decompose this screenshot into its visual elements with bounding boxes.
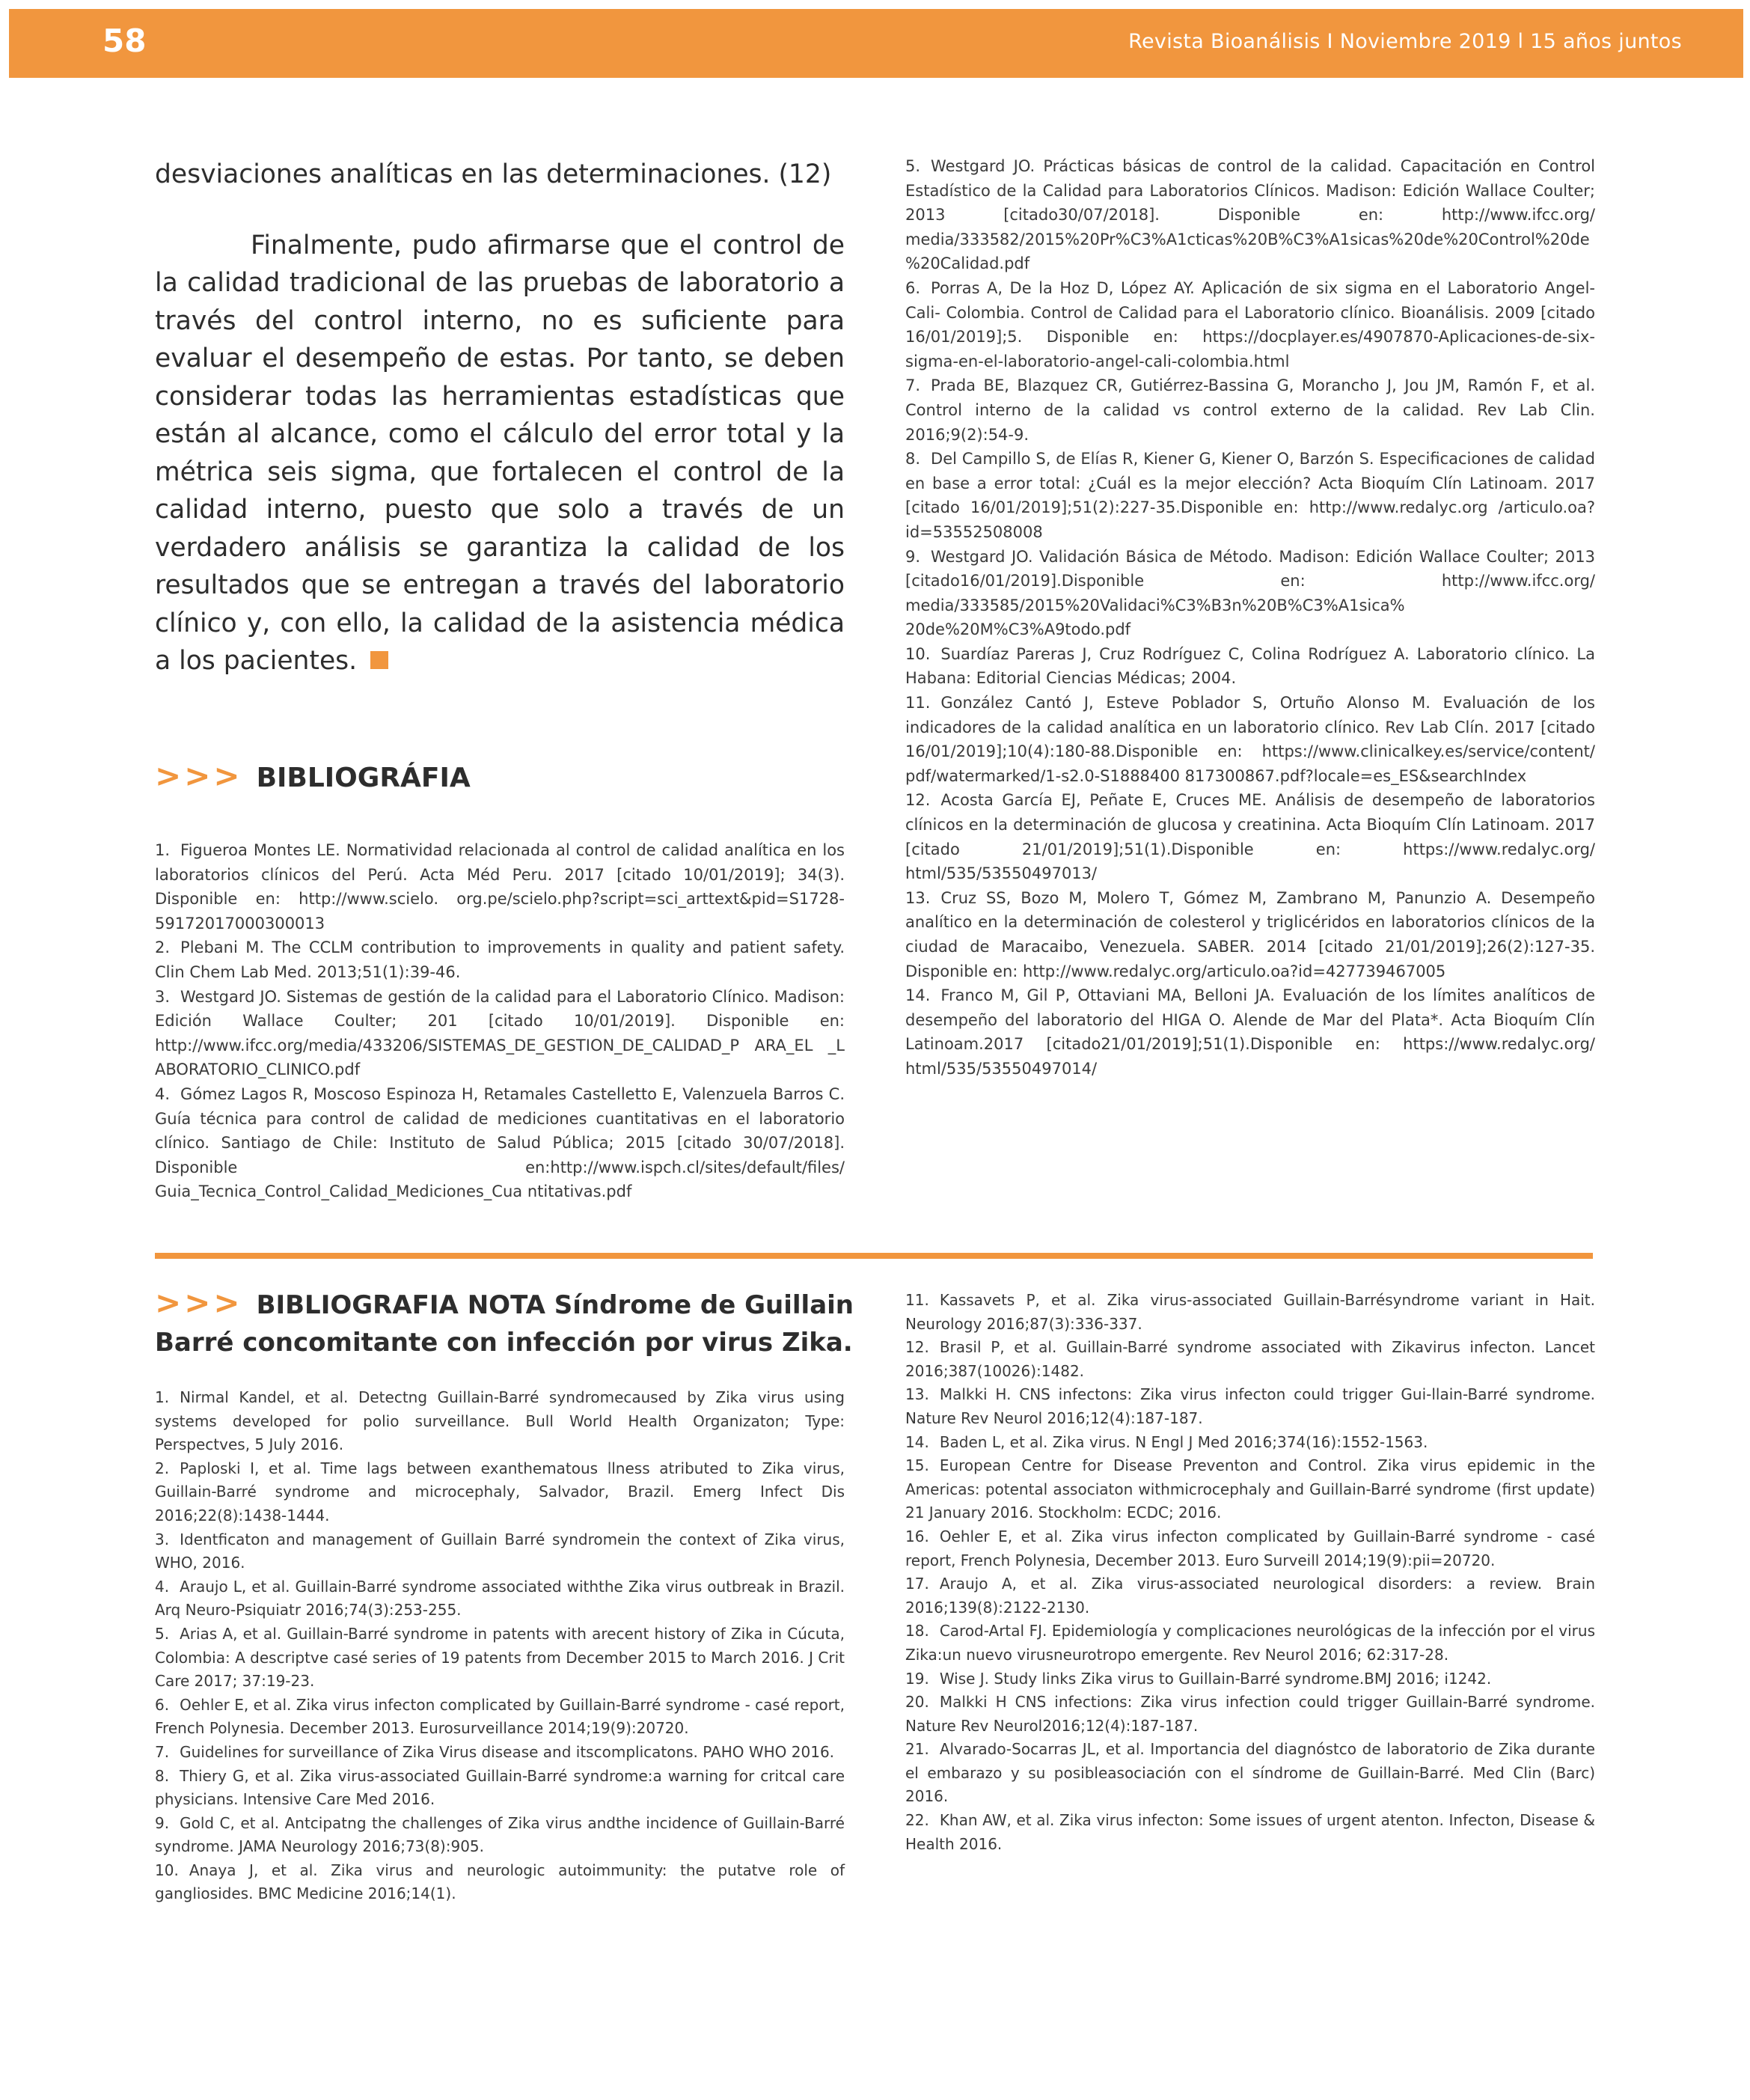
reference-number: 4. xyxy=(155,1577,170,1596)
bibliography-heading xyxy=(155,757,471,794)
reference-text: Cruz SS, Bozo M, Molero T, Gómez M, Zambrano M, Panunzio A. Desempeño analítico en la determinación de colesterol y triglicéridos en laboratorios clínicos de la ciudad de Maracaibo, Venezuela. SABER. 2014 [citado 21/01/2019];26(2):127-35. Disponible en: http://www.redalyc.org/articulo.oa?id=427739467005 xyxy=(905,888,1595,980)
reference-item xyxy=(155,838,845,935)
reference-number: 9. xyxy=(155,1813,170,1832)
triple-chevron-icon: >>> xyxy=(155,1284,243,1321)
reference-text: Westgard JO. Validación Básica de Método. Madison: Edición Wallace Coulter; 2013 [citado16/01/2019].Disponible en: http://www.ifcc.org/ media/333585/2015%20Validaci%C3%B3n%20B%C3%A1sica% 20de%20M%C3%A9todo.pdf xyxy=(905,547,1595,639)
reference-number: 8. xyxy=(905,450,921,468)
reference-text: Franco M, Gil P, Ottaviani MA, Belloni JA. Evaluación de los límites analíticos de desempeño del laboratorio del HIGA O. Alende de Mar del Plata*. Acta Bioquím Clín Latinoam.2017 [citado21/01/2019];51(1).Disponible en: https://www.redalyc.org/ html/535/53550497014/ xyxy=(905,986,1595,1078)
reference-text: Wise J. Study links Zika virus to Guillain-Barré syndrome.BMJ 2016; i1242. xyxy=(939,1669,1492,1688)
reference-number: 13. xyxy=(905,1385,929,1404)
reference-text: Malkki H CNS infections: Zika virus infection could trigger Guillain-Barré syndrome. Nature Rev Neurol2016;12(4):187-187. xyxy=(905,1693,1595,1735)
reference-text: Gold C, et al. Antcipatng the challenges of Zika virus andthe incidence of Guillain-Barré syndrome. JAMA Neurology 2016;73(8):905. xyxy=(155,1813,845,1856)
reference-item xyxy=(905,447,1595,544)
reference-number: 22. xyxy=(905,1811,929,1830)
reference-text: Kassavets P, et al. Zika virus-associated Guillain-Barrésyndrome variant in Hait. Neurology 2016;87(3):336-337. xyxy=(905,1291,1595,1333)
nota-reference-list-right xyxy=(905,1289,1595,1856)
reference-text: Plebani M. The CCLM contribution to improvements in quality and patient safety. Clin Chem Lab Med. 2013;51(1):39-46. xyxy=(155,938,845,981)
reference-text: Thiery G, et al. Zika virus-associated Guillain-Barré syndrome:a warning for critcal care physicians. Intensive Care Med 2016. xyxy=(155,1766,845,1809)
section-divider xyxy=(155,1253,1593,1259)
reference-number: 4. xyxy=(155,1084,171,1103)
reference-number: 9. xyxy=(905,547,921,566)
reference-number: 21. xyxy=(905,1740,929,1759)
reference-item xyxy=(905,1431,1595,1455)
journal-title: Revista Bioanálisis I Noviembre 2019 l 15 años juntos xyxy=(1128,30,1682,53)
reference-number: 3. xyxy=(155,1530,170,1548)
reference-text: Paploski I, et al. Time lags between exanthematous llness atributed to Zika virus, Guillain-Barré syndrome and microcephaly, Salvador, Brazil. Emerg Infect Dis 2016;22(8):1438-1444. xyxy=(155,1459,845,1524)
article-paragraph xyxy=(155,227,845,680)
page-number: 58 xyxy=(103,22,147,59)
reference-number: 14. xyxy=(905,1432,929,1451)
reference-text: Baden L, et al. Zika virus. N Engl J Med 2016;374(16):1552-1563. xyxy=(939,1432,1428,1451)
reference-item xyxy=(905,983,1595,1081)
reference-text: Khan AW, et al. Zika virus infecton: Some issues of urgent atenton. Infecton, Disease & Health 2016. xyxy=(905,1811,1595,1853)
reference-item xyxy=(155,1082,845,1204)
reference-item xyxy=(905,1691,1595,1738)
reference-number: 1. xyxy=(155,841,171,859)
bibliography-list-left xyxy=(155,838,845,1204)
reference-text: Carod-Artal FJ. Epidemiología y complicaciones neurológicas de la infección por el virus Zika:un nuevo virusneurotropo emergente. Rev Neurol 2016; 62:317-28. xyxy=(905,1622,1595,1664)
reference-text: Guidelines for surveillance of Zika Virus disease and itscomplicatons. PAHO WHO 2016. xyxy=(180,1742,835,1761)
reference-text: Figueroa Montes LE. Normatividad relacionada al control de calidad analítica en los laboratorios clínicos del Perú. Acta Méd Peru. 2017 [citado 10/01/2019]; 34(3). Disponible en: http://www.scielo. org.pe/scielo.php?script=sci_arttext&pid=S1728-59172017000300013 xyxy=(155,841,845,933)
nota-bibliography-heading xyxy=(155,1284,858,1361)
reference-text: Alvarado-Socarras JL, et al. Importancia del diagnóstco de laboratorio de Zika durante el embarazo y su posibleasociación con el síndrome de Guillain-Barré. Med Clin (Barc) 2016. xyxy=(905,1740,1595,1806)
reference-item xyxy=(155,1575,845,1623)
bibliography-title: BIBLIOGRÁFIA xyxy=(256,763,471,793)
reference-item xyxy=(905,886,1595,983)
reference-item xyxy=(155,1812,845,1859)
reference-item xyxy=(905,1809,1595,1856)
reference-number: 2. xyxy=(155,938,171,957)
reference-number: 20. xyxy=(905,1693,929,1712)
reference-number: 3. xyxy=(155,987,171,1006)
reference-text: Prada BE, Blazquez CR, Gutiérrez-Bassina G, Morancho J, Jou JM, Ramón F, et al. Control interno de la calidad vs control externo de la calidad. Rev Lab Clin. 2016;9(2):54-9. xyxy=(905,376,1595,444)
reference-text: Anaya J, et al. Zika virus and neurologic autoimmunity: the putatve role of gangliosides. BMC Medicine 2016;14(1). xyxy=(155,1861,845,1903)
reference-number: 7. xyxy=(155,1742,170,1761)
reference-item xyxy=(905,1336,1595,1383)
reference-item xyxy=(155,1741,845,1765)
reference-text: Nirmal Kandel, et al. Detectng Guillain-Barré syndromecaused by Zika virus using systems developed for polio surveillance. Bull World Health Organizaton; Type: Perspectves, 5 July 2016. xyxy=(155,1388,845,1454)
reference-item xyxy=(155,1528,845,1575)
reference-item xyxy=(905,1620,1595,1667)
reference-item xyxy=(905,1525,1595,1572)
bibliography-list-right xyxy=(905,154,1595,1081)
reference-text: Arias A, et al. Guillain-Barré syndrome in patents with arecent history of Zika in Cúcuta, Colombia: A descriptve casé series of 19 patents from December 2015 to March 2016. J Crit Care 2017; 37:19-23. xyxy=(155,1624,845,1691)
nota-reference-list-left xyxy=(155,1386,845,1906)
reference-item xyxy=(155,1694,845,1741)
reference-item xyxy=(155,1386,845,1457)
reference-number: 11. xyxy=(905,1291,929,1309)
reference-number: 10. xyxy=(155,1861,179,1879)
article-conclusion xyxy=(155,156,845,680)
reference-number: 1. xyxy=(155,1388,170,1406)
reference-number: 11. xyxy=(905,694,931,712)
reference-item xyxy=(905,788,1595,885)
reference-text: Identficaton and management of Guillain Barré syndromein the context of Zika virus, WHO, 2016. xyxy=(155,1530,845,1572)
reference-number: 10. xyxy=(905,644,931,663)
reference-number: 16. xyxy=(905,1527,929,1545)
reference-text: Oehler E, et al. Zika virus infecton complicated by Guillain-Barré syndrome - casé report, French Polynesia, December 2013. Euro Surveill 2014;19(9):pii=20720. xyxy=(905,1527,1595,1569)
reference-item xyxy=(905,545,1595,642)
reference-number: 7. xyxy=(905,376,921,395)
end-of-article-square-icon xyxy=(370,651,388,669)
reference-number: 14. xyxy=(905,986,931,1005)
reference-number: 8. xyxy=(155,1766,170,1785)
reference-text: Acosta García EJ, Peñate E, Cruces ME. Análisis de desempeño de laboratorios clínicos en la determinación de glucosa y creatinina. Acta Bioquím Clín Latinoam. 2017 [citado 21/01/2019];51(1).Disponible en: https://www.redalyc.org/ html/535/53550497013/ xyxy=(905,791,1595,883)
reference-text: Del Campillo S, de Elías R, Kiener G, Kiener O, Barzón S. Especificaciones de calidad en base a error total: ¿Cuál es la mejor elección? Acta Bioquím Clín Latinoam. 2017 [citado 16/01/2019];51(2):227-35.Disponible en: http://www.redalyc.org /articulo.oa?id=53552508008 xyxy=(905,450,1595,541)
page-header xyxy=(9,9,1743,78)
reference-number: 6. xyxy=(155,1695,170,1714)
reference-item xyxy=(155,1765,845,1812)
reference-item xyxy=(905,1383,1595,1430)
reference-number: 18. xyxy=(905,1622,929,1640)
reference-item xyxy=(905,373,1595,447)
reference-item xyxy=(905,642,1595,691)
reference-text: Malkki H. CNS infectons: Zika virus infecton could trigger Gui-llain-Barré syndrome. Nature Rev Neurol 2016;12(4):187-187. xyxy=(905,1385,1595,1427)
reference-number: 17. xyxy=(905,1575,929,1593)
reference-item xyxy=(905,1454,1595,1525)
reference-number: 12. xyxy=(905,791,931,810)
reference-text: Brasil P, et al. Guillain-Barré syndrome associated with Zikavirus infecton. Lancet 2016;387(10026):1482. xyxy=(905,1338,1595,1380)
reference-text: Westgard JO. Prácticas básicas de control de la calidad. Capacitación en Control Estadístico de la Calidad para Laboratorios Clínicos. Madison: Edición Wallace Coulter; 2013 [citado30/07/2018]. Disponible en: http://www.ifcc.org/ media/333582/2015%20Pr%C3%A1cticas%20B%C3%A1sicas%20de%20Control%20de%20Calidad.pdf xyxy=(905,157,1595,273)
reference-text: González Cantó J, Esteve Poblador S, Ortuño Alonso M. Evaluación de los indicadores de la calidad analítica en un laboratorio clínico. Rev Lab Clín. 2017 [citado 16/01/2019];10(4):180-88.Disponible en: https://www.clinicalkey.es/service/content/ pdf/watermarked/1-s2.0-S1888400 817300867.pdf?locale=es_ES&searchIndex xyxy=(905,694,1595,785)
reference-item xyxy=(905,1667,1595,1691)
reference-item xyxy=(905,691,1595,788)
reference-text: Oehler E, et al. Zika virus infecton complicated by Guillain-Barré syndrome - casé report, French Polynesia. December 2013. Eurosurveillance 2014;19(9):20720. xyxy=(155,1695,845,1738)
reference-number: 6. xyxy=(905,278,921,297)
reference-number: 19. xyxy=(905,1669,929,1688)
reference-text: Araujo A, et al. Zika virus-associated neurological disorders: a review. Brain 2016;139(8):2122-2130. xyxy=(905,1575,1595,1617)
reference-text: Suardíaz Pareras J, Cruz Rodríguez C, Colina Rodríguez A. Laboratorio clínico. La Habana: Editorial Ciencias Médicas; 2004. xyxy=(905,644,1595,688)
reference-number: 5. xyxy=(905,157,921,175)
reference-number: 12. xyxy=(905,1338,929,1357)
reference-item xyxy=(905,1289,1595,1336)
reference-text: Araujo L, et al. Guillain-Barré syndrome associated withthe Zika virus outbreak in Brazil. Arq Neuro-Psiquiatr 2016;74(3):253-255. xyxy=(155,1577,845,1620)
triple-chevron-icon: >>> xyxy=(155,757,243,794)
reference-item xyxy=(155,1859,845,1906)
reference-item xyxy=(155,1457,845,1528)
reference-item xyxy=(905,276,1595,373)
reference-item xyxy=(155,985,845,1082)
nota-bibliography-title: BIBLIOGRAFIA NOTA Síndrome de Guillain Barré concomitante con infección por virus Zika. xyxy=(155,1290,854,1358)
reference-item xyxy=(155,935,845,984)
article-lead: desviaciones analíticas en las determinaciones. (12) xyxy=(155,159,832,189)
reference-text: European Centre for Disease Preventon and Control. Zika virus epidemic in the Americas: potental associaton withmicrocephaly and Guillain-Barré syndrome (first update) 21 January 2016. Stockholm: ECDC; 2016. xyxy=(905,1456,1595,1522)
reference-item xyxy=(905,1738,1595,1809)
reference-item xyxy=(905,1572,1595,1620)
reference-text: Gómez Lagos R, Moscoso Espinoza H, Retamales Castelletto E, Valenzuela Barros C. Guía técnica para control de calidad de mediciones cuantitativas en el laboratorio clínico. Santiago de Chile: Instituto de Salud Pública; 2015 [citado 30/07/2018]. Disponible en:http://www.ispch.cl/sites/default/files/ Guia_Tecnica_Control_Calidad_Mediciones_Cua ntitativas.pdf xyxy=(155,1084,845,1201)
reference-number: 13. xyxy=(905,888,931,907)
reference-item xyxy=(155,1623,845,1694)
reference-number: 2. xyxy=(155,1459,170,1477)
reference-item xyxy=(905,154,1595,276)
article-paragraph-text: Finalmente, pudo afirmarse que el control de la calidad tradicional de las pruebas de laboratorio a través del control interno, no es suficiente para evaluar el desempeño de estas. Por tanto, se deben considerar todas las herramientas estadísticas que están al alcance, como el cálculo del error total y la métrica seis sigma, que fortalecen el control de la calidad interno, puesto que solo a través de un verdadero análisis se garantiza la calidad de los resultados que se entregan a través del laboratorio clínico y, con ello, la calidad de la asistencia médica a los pacientes. xyxy=(155,230,845,676)
reference-text: Westgard JO. Sistemas de gestión de la calidad para el Laboratorio Clínico. Madison: Edición Wallace Coulter; 201 [citado 10/01/2019]. Disponible en: http://www.ifcc.org/media/433206/SISTEMAS_DE_GESTION_DE_CALIDAD_P ARA_EL _L ABORATORIO_CLINICO.pdf xyxy=(155,987,845,1079)
reference-number: 15. xyxy=(905,1456,929,1475)
reference-text: Porras A, De la Hoz D, López AY. Aplicación de six sigma en el Laboratorio Angel-Cali- Colombia. Control de Calidad para el Laboratorio clínico. Bioanálisis. 2009 [citado 16/01/2019];5. Disponible en: https://docplayer.es/4907870-Aplicaciones-de-six- sigma-en-el-laboratorio-angel-cali-colombia.html xyxy=(905,278,1595,370)
reference-number: 5. xyxy=(155,1624,170,1643)
